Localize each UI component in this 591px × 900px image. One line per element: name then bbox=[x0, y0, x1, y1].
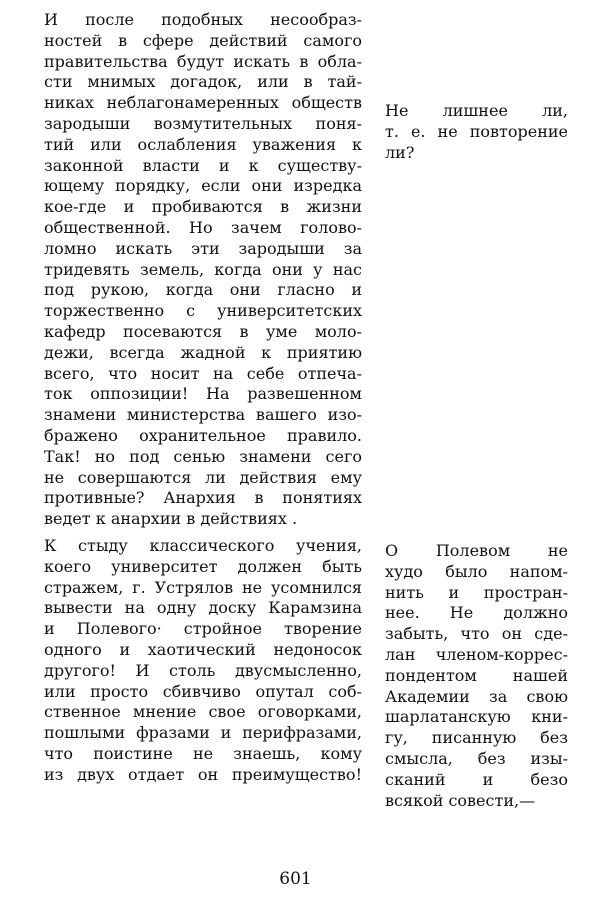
text-line: вывести на одну доску Карамзина bbox=[44, 598, 362, 618]
text-line: тридевять земель, когда они у нас bbox=[44, 259, 362, 279]
text-line: ственное мнение свое оговорками, bbox=[44, 702, 362, 722]
note-line: О Полевом не bbox=[385, 541, 568, 560]
text-line: не совершаются ли действия ему bbox=[44, 467, 362, 487]
text-line: тий или ослабления уважения к bbox=[44, 134, 362, 154]
note-line: т. е. не повторение bbox=[385, 121, 568, 141]
text-line: другого! И столь двусмысленно, bbox=[44, 660, 362, 680]
note-line: лан членом-коррес- bbox=[385, 644, 568, 664]
paragraph-2 bbox=[44, 536, 362, 786]
text-line: ток оппозиции! На развешенном bbox=[44, 384, 362, 404]
note-line: гу, писанную без bbox=[385, 728, 568, 748]
text-line: под рукою, когда они гласно и bbox=[44, 280, 362, 300]
text-line: кое-где и пробиваются в жизни bbox=[44, 197, 362, 217]
note-line: нить и простран- bbox=[385, 582, 568, 602]
note-line: смысла, без изы- bbox=[385, 748, 568, 768]
text-line: зародыши возмутительных поня- bbox=[44, 113, 362, 133]
note-line: Академии за свою bbox=[385, 686, 568, 706]
note-line: худо было напом- bbox=[385, 561, 568, 581]
note-line: забыть, что он сде- bbox=[385, 624, 568, 644]
note-line: Не лишнее ли, bbox=[385, 101, 568, 120]
text-line: и Полевого· стройное творение bbox=[44, 619, 362, 639]
text-line: противные? Анархия в понятиях bbox=[44, 488, 362, 508]
text-line: знамени министерства вашего изо- bbox=[44, 405, 362, 425]
text-line: законной власти и к существу- bbox=[44, 155, 362, 175]
text-line: правительства будут искать в обла- bbox=[44, 51, 362, 71]
text-line: Так! но под сенью знамени сего bbox=[44, 446, 362, 466]
text-line: общественной. Но зачем голово- bbox=[44, 217, 362, 237]
text-line: бражено охранительное правило. bbox=[44, 425, 362, 445]
text-line: никах неблагонамеренных обществ bbox=[44, 93, 362, 113]
text-line: ностей в сфере действий самого bbox=[44, 30, 362, 50]
text-line: из двух отдает он преимущество! bbox=[44, 764, 362, 784]
text-line: К стыду классического учения, bbox=[44, 535, 362, 555]
note-line: всякой совести,— bbox=[385, 790, 536, 810]
text-line: всего, что носит на себе отпеча- bbox=[44, 363, 362, 383]
main-text-column bbox=[44, 10, 362, 785]
text-line: ведет к анархии в действиях . bbox=[44, 509, 298, 529]
note-line: ли? bbox=[385, 142, 415, 162]
note-line: пондентом нашей bbox=[385, 665, 568, 685]
text-line: пошлыми фразами и перифразами, bbox=[44, 723, 362, 743]
text-line: И после подобных несообраз- bbox=[44, 10, 362, 29]
note-line: шарлатанскую кни- bbox=[385, 707, 568, 727]
text-line: сти мнимых догадок, или в тай- bbox=[44, 72, 362, 92]
paragraph-1 bbox=[44, 10, 362, 530]
text-line: стражем, г. Устрялов не усомнился bbox=[44, 577, 362, 597]
text-line: ющему порядку, если они изредка bbox=[44, 176, 362, 196]
text-line: дежи, всегда жадной к приятию bbox=[44, 342, 362, 362]
text-line: кафедр посеваются в уме моло- bbox=[44, 321, 362, 341]
text-line: что поистине не знаешь, кому bbox=[44, 743, 362, 763]
text-line: одного и хаотический недоносок bbox=[44, 639, 362, 659]
text-line: коего университет должен быть bbox=[44, 556, 362, 576]
text-line: или просто сбивчиво опутал соб- bbox=[44, 681, 362, 701]
page-number: 601 bbox=[279, 869, 312, 889]
note-line: сканий и безо bbox=[385, 769, 568, 789]
margin-note-2 bbox=[385, 541, 568, 811]
text-line: торжественно с университетских bbox=[44, 301, 362, 321]
margin-note-1 bbox=[385, 101, 568, 163]
note-line: нее. Не должно bbox=[385, 603, 568, 623]
text-line: ломно искать эти зародыши за bbox=[44, 238, 362, 258]
